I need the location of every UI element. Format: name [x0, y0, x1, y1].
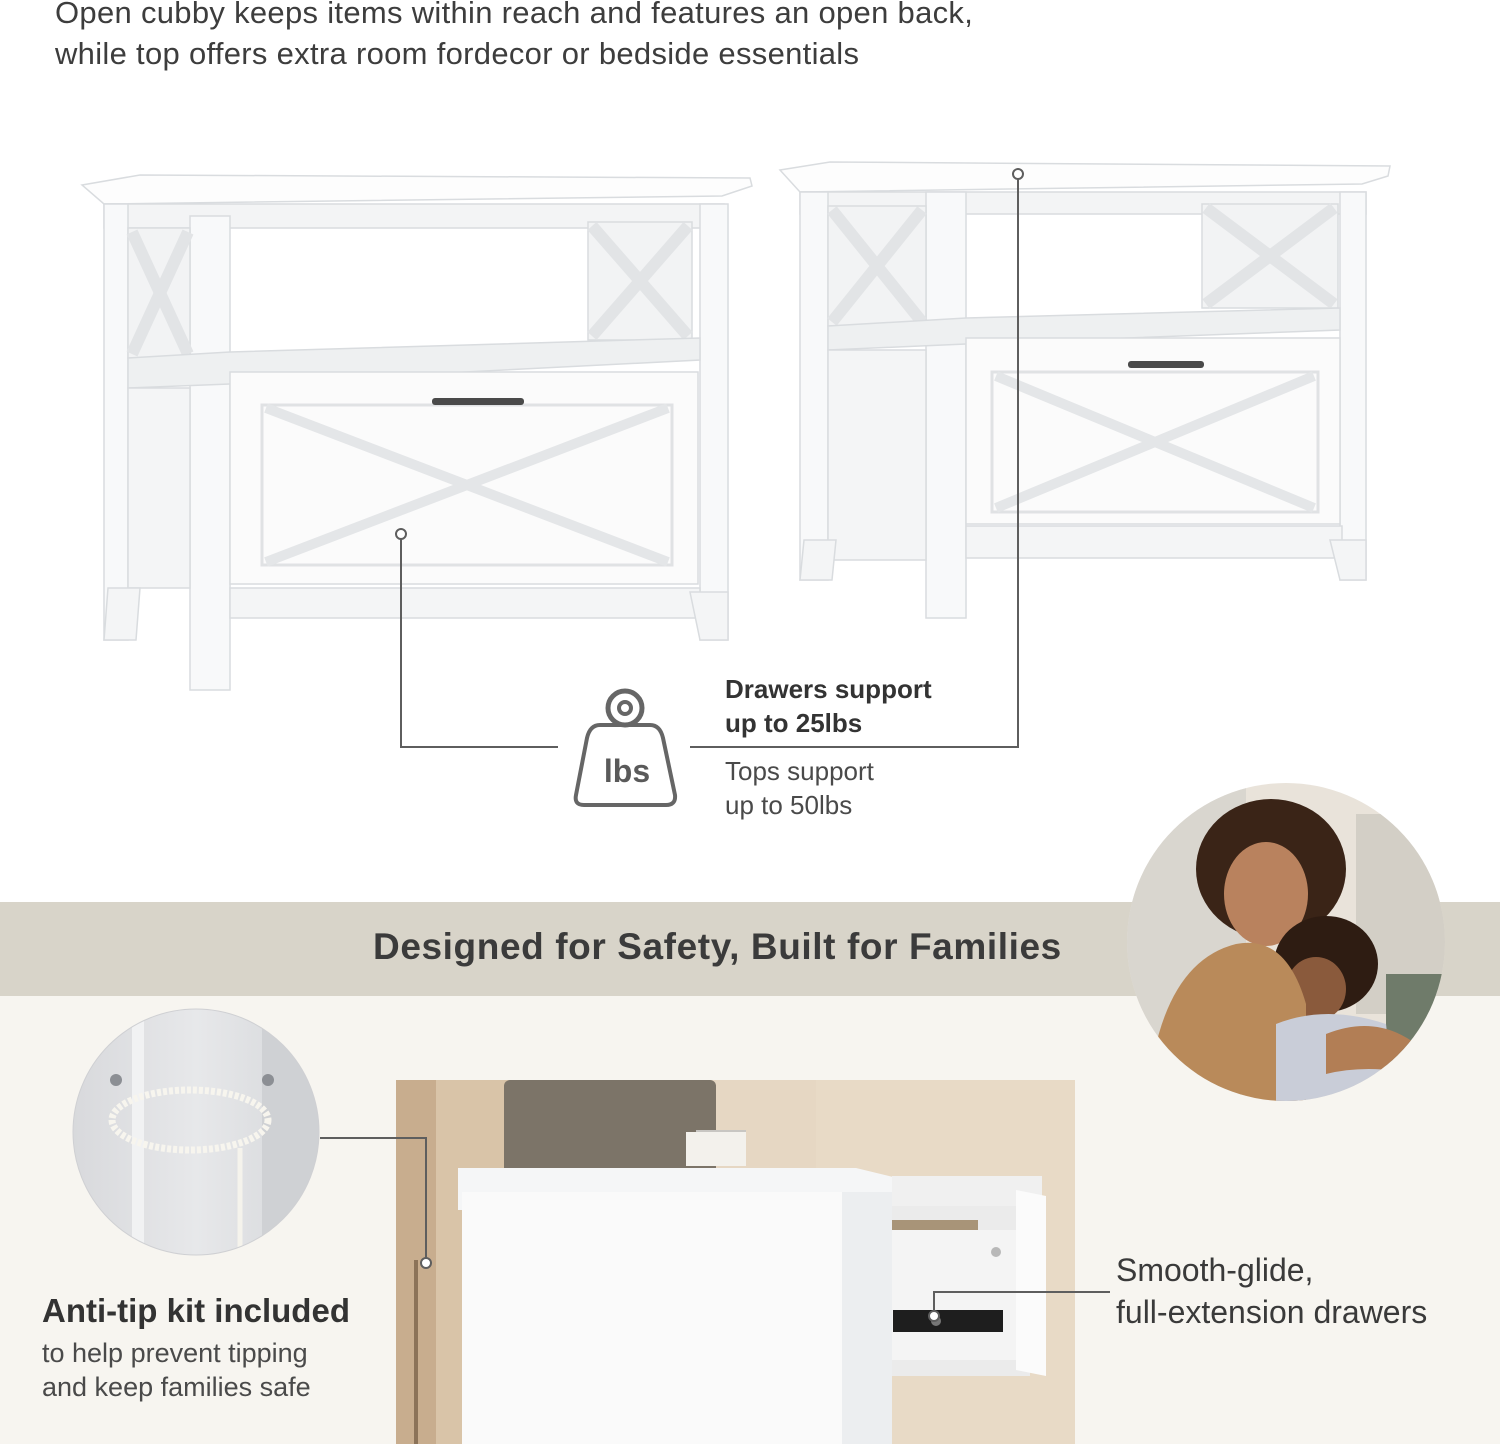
- drawer-weight-line-2: up to 25lbs: [725, 708, 863, 738]
- drawer-glide-text: [1116, 1249, 1427, 1333]
- left-cabinet: [82, 175, 752, 690]
- anti-tip-title: Anti-tip kit included: [42, 1292, 350, 1329]
- top-weight-spec: [725, 754, 874, 822]
- anti-tip-line-2: and keep families safe: [42, 1372, 311, 1402]
- right-cabinet: [780, 162, 1390, 618]
- drawer-weight-line-1: Drawers support: [725, 674, 932, 704]
- left-drawer-handle: [432, 398, 524, 405]
- anti-tip-description: [42, 1336, 311, 1404]
- intro-line-1: Open cubby keeps items within reach and features an open back,: [55, 0, 974, 30]
- drawer-closeup-photo: [396, 1080, 1075, 1444]
- top-weight-line-2: up to 50lbs: [725, 790, 853, 820]
- anti-tip-line-1: to help prevent tipping: [42, 1338, 308, 1368]
- drawer-weight-spec: [725, 672, 932, 740]
- family-photo: [1126, 774, 1446, 1114]
- intro-line-2: while top offers extra room fordecor or bedside essentials: [55, 36, 860, 71]
- top-weight-line-1: Tops support: [725, 756, 874, 786]
- drawer-glide-line-2: full-extension drawers: [1116, 1294, 1428, 1330]
- weight-icon-label: lbs: [603, 753, 651, 789]
- safety-banner-title: Designed for Safety, Built for Families: [373, 926, 1062, 967]
- drawer-glide-line-1: Smooth-glide,: [1116, 1252, 1314, 1288]
- right-drawer-handle: [1128, 361, 1204, 368]
- anti-tip-kit-photo: [72, 1008, 322, 1258]
- weight-icon: [576, 691, 675, 805]
